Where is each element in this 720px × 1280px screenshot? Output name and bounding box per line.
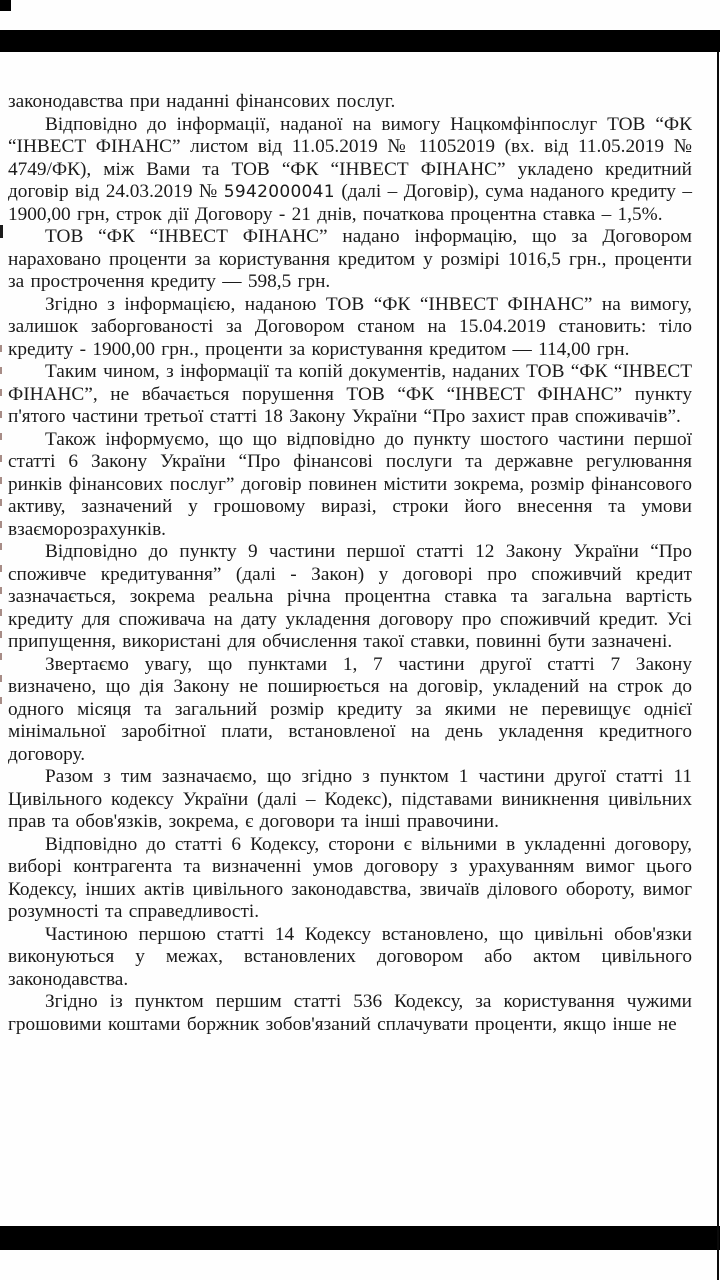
scan-edge-tick [0, 631, 2, 638]
paragraph-text: (далі – Договір), сума наданого кредиту – 1900,00 грн, строк дії Договору - 21 днів, початкова процентна ставка – 1,5%. [8, 181, 692, 225]
paragraph-text: Згідно із пунктом першим статті 536 Кодексу, за користування чужими грошовими коштами боржник зобов'язаний сплачувати проценти, якщо інше не [8, 991, 692, 1035]
paragraph [8, 294, 692, 362]
scan-bottom-black-bar [0, 1226, 720, 1250]
scan-edge-tick [0, 543, 2, 550]
paragraph [8, 541, 692, 654]
scan-edge-tick [0, 697, 2, 704]
scan-top-black-bar [0, 30, 720, 52]
paragraph [8, 429, 692, 542]
scan-left-edge-mark [0, 225, 3, 238]
scan-edge-tick [0, 521, 2, 528]
paragraph [8, 361, 692, 429]
paragraph-text: законодавства при наданні фінансових послуг. [8, 91, 396, 112]
scan-edge-tick [0, 477, 2, 484]
paragraph-text: Відповідно до статті 6 Кодексу, сторони є вільними в укладенні договору, виборі контрагента та визначенні умов договору з урахуванням вимог цього Кодексу, інших актів цивільного законодавства, звичаїв ділового обороту, вимог розумності та справедливості. [8, 833, 692, 922]
scan-edge-tick [0, 565, 2, 572]
paragraph [8, 654, 692, 767]
paragraph [8, 924, 692, 992]
document-text-block [8, 91, 692, 1036]
paragraph [8, 766, 692, 834]
paragraph-text: Таким чином, з інформації та копій документів, наданих ТОВ “ФК “ІНВЕСТ ФІНАНС”, не вбачається порушення ТОВ “ФК “ІНВЕСТ ФІНАНС” пункту п'ятого частини третьої статті 18 Закону України “Про захист прав споживачів”. [8, 361, 692, 427]
scan-edge-tick [0, 675, 2, 682]
paragraph-text: Згідно з інформацією, наданою ТОВ “ФК “ІНВЕСТ ФІНАНС” на вимогу, залишок заборгованості за Договором станом на 15.04.2019 становить: тіло кредиту - 1900,00 грн., проценти за користування кредитом — 114,00 грн. [8, 293, 692, 360]
paragraph [8, 991, 692, 1036]
scan-edge-tick [0, 609, 2, 616]
paragraph [8, 91, 692, 114]
scan-edge-tick [0, 587, 2, 594]
scan-corner-square [0, 0, 11, 11]
paragraph-text: Відповідно до пункту 9 частини першої статті 12 Закону України “Про споживче кредитування” (далі - Закон) у договорі про споживчий кредит зазначається, зокрема реальна річна процентна ставка та загальна вартість кредиту для споживача на дату укладення договору про споживчий кредит. Усі припущення, використані для обчислення такої ставки, повинні бути зазначені. [8, 541, 692, 652]
paragraph-text: Разом з тим зазначаємо, що згідно з пунктом 1 частини другої статті 11 Цивільного кодексу України (далі – Кодекс), підставами виникнення цивільних прав та обов'язків, зокрема, є договори та інші правочини. [8, 766, 692, 832]
inline-contract-number: 5942000041 [223, 182, 335, 202]
paragraph [8, 226, 692, 294]
paragraph [8, 834, 692, 924]
paragraph-text: ТОВ “ФК “ІНВЕСТ ФІНАНС” надано інформацію, що за Договором нараховано проценти за користування кредитом у розмірі 1016,5 грн., проценти за прострочення кредиту — 598,5 грн. [8, 226, 692, 292]
paragraph-text: Частиною першою статті 14 Кодексу встановлено, що цивільні обов'язки виконуються у межах, встановлених договором або актом цивільного законодавства. [8, 923, 692, 990]
scan-edge-tick [0, 499, 2, 506]
scan-edge-tick [0, 389, 2, 396]
paragraph-text: Відповідно до інформації, наданої на вимогу Нацкомфінпослуг ТОВ “ФК “ІНВЕСТ ФІНАНС” листом від 11.05.2019 № 11052019 (вх. від 11.05.2019 № 4749/ФК), між Вами та ТОВ “ФК “ІНВЕСТ ФІНАНС” укладено кредитний договір від 24.03.2019 № [8, 113, 692, 202]
paragraph [8, 114, 692, 227]
scan-right-edge-line [717, 52, 719, 1280]
scan-edge-tick [0, 653, 2, 660]
scan-edge-tick [0, 367, 2, 374]
scan-edge-tick [0, 455, 2, 462]
scan-edge-tick [0, 433, 2, 440]
scan-edge-tick [0, 345, 2, 352]
paragraph-text: Звертаємо увагу, що пунктами 1, 7 частини другої статті 7 Закону визначено, що дія Закону не поширюється на договір, укладений на строк до одного місяця та загальний розмір кредиту за якими не перевищує однієї мінімальної заробітної плати, встановленої на день укладення кредитного договору. [8, 653, 692, 765]
paragraph-text: Також інформуємо, що що відповідно до пункту шостого частини першої статті 6 Закону України “Про фінансові послуги та державне регулювання ринків фінансових послуг” договір повинен містити зокрема, розмір фінансового активу, зазначений у грошовому виразі, строки його внесення та умови взаєморозрахунків. [8, 428, 692, 540]
scan-edge-tick [0, 411, 2, 418]
